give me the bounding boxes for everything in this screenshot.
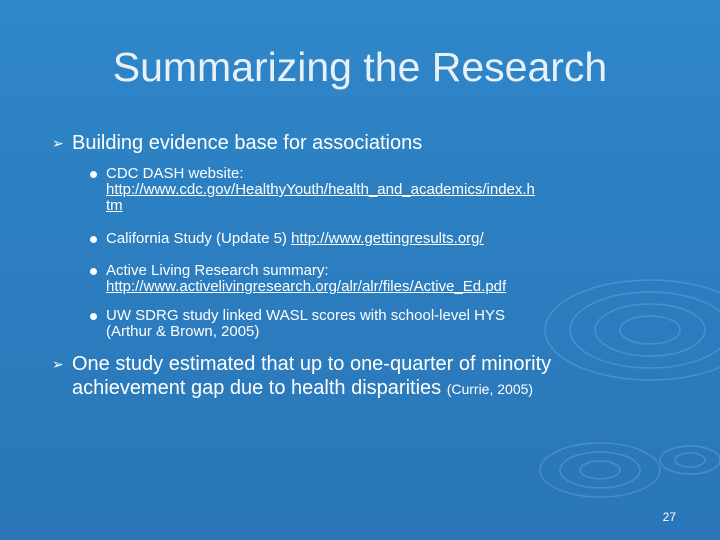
arrow-bullet-icon: ➢ xyxy=(52,135,64,151)
round-bullet-icon xyxy=(90,171,97,178)
citation: (Currie, 2005) xyxy=(446,381,534,397)
bullet-text-continued: achievement gap due to health disparities xyxy=(72,377,447,399)
active-living-link[interactable]: http://www.activelivingresearch.org/alr/alr/files/Active_Ed.pdf xyxy=(106,278,507,295)
sub-bullet-text: Active Living Research summary: xyxy=(106,262,329,279)
cdc-dash-link-continued[interactable]: tm xyxy=(106,197,123,214)
sub-bullet-text: California Study (Update 5) xyxy=(106,230,292,247)
bullet-text: One study estimated that up to one-quarter of minority xyxy=(72,353,552,375)
slide-title: Summarizing the Research xyxy=(112,44,608,90)
bullet-text: Building evidence base for associations xyxy=(72,132,423,154)
sub-bullet-text-continued: (Arthur & Brown, 2005) xyxy=(106,323,260,340)
round-bullet-icon xyxy=(90,236,97,243)
round-bullet-icon xyxy=(90,268,97,275)
round-bullet-icon xyxy=(90,313,97,320)
cdc-dash-link[interactable]: http://www.cdc.gov/HealthyYouth/health_and_academics/index.h xyxy=(106,181,535,198)
sub-bullet-text: UW SDRG study linked WASL scores with school-level HYS xyxy=(106,307,506,324)
sub-bullet-text: CDC DASH website: xyxy=(106,165,244,182)
arrow-bullet-icon: ➢ xyxy=(52,356,64,372)
page-number: 27 xyxy=(662,510,676,524)
getting-results-link[interactable]: http://www.gettingresults.org/ xyxy=(291,230,484,247)
